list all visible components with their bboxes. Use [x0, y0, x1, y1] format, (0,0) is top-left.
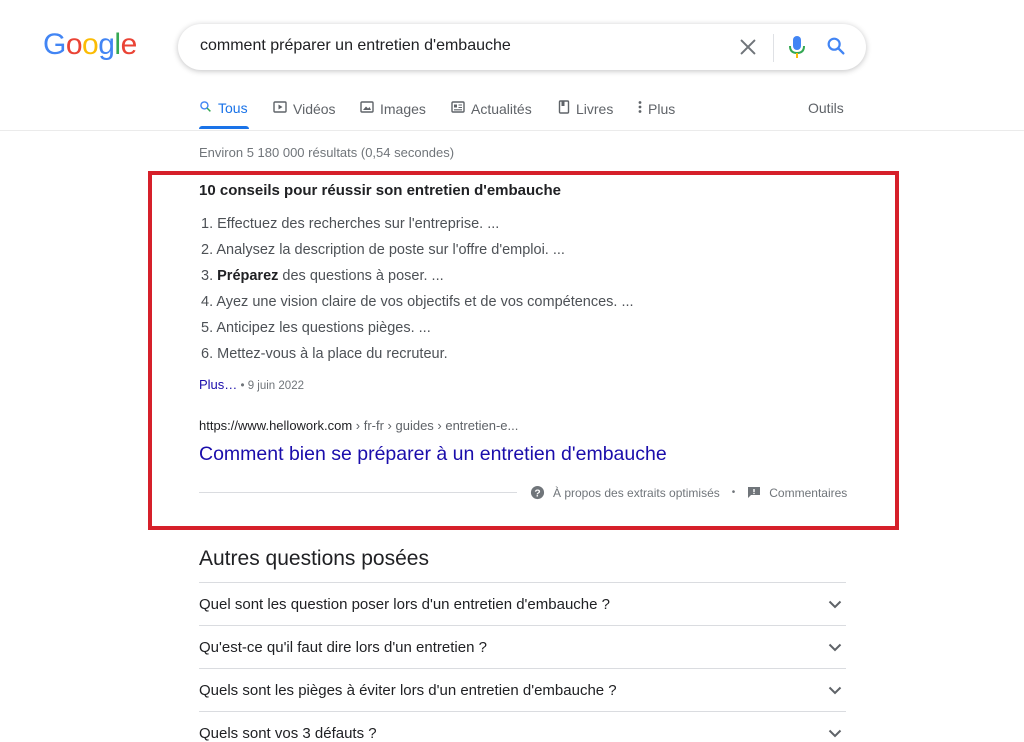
- paa-question-text: Quels sont les pièges à éviter lors d'un entretien d'embauche ?: [199, 681, 617, 699]
- search-input[interactable]: comment préparer un entretien d'embauche: [200, 37, 511, 54]
- search-icon[interactable]: [825, 35, 847, 62]
- result-url[interactable]: [199, 418, 518, 433]
- tab-label: Tous: [218, 100, 248, 116]
- tab-label: Vidéos: [293, 100, 336, 117]
- url-breadcrumb: › fr-fr › guides › entretien-e...: [352, 418, 519, 433]
- logo-letter: l: [114, 28, 121, 61]
- list-text: Analysez la description de poste sur l'offre d'emploi. ...: [216, 242, 565, 258]
- tab-label: Plus: [648, 100, 676, 117]
- header-divider: [0, 130, 1024, 131]
- snippet-divider: [199, 492, 517, 493]
- tab-plus[interactable]: [638, 100, 675, 117]
- tab-tous[interactable]: [199, 100, 248, 116]
- image-icon: [360, 100, 374, 117]
- google-logo[interactable]: [43, 28, 137, 62]
- search-box[interactable]: [178, 24, 866, 70]
- tab-label: Livres: [576, 100, 614, 117]
- help-icon[interactable]: [530, 485, 545, 500]
- list-text: Anticipez les questions pièges. ...: [216, 320, 431, 336]
- feedback-link[interactable]: Commentaires: [769, 485, 848, 500]
- logo-letter: g: [98, 28, 115, 61]
- footer-separator: •: [731, 487, 736, 498]
- snippet-more-row: [199, 377, 304, 392]
- news-icon: [451, 100, 465, 117]
- list-text: Effectuez des recherches sur l'entreprise. ...: [217, 216, 500, 232]
- logo-letter: o: [65, 28, 83, 61]
- paa-question[interactable]: [199, 668, 846, 711]
- list-number: 5.: [201, 320, 214, 336]
- result-stats: Environ 5 180 000 résultats (0,54 secondes): [199, 145, 455, 160]
- list-number: 3.: [201, 268, 214, 284]
- tab-label: Images: [380, 100, 426, 117]
- microphone-icon[interactable]: [787, 34, 807, 65]
- paa-question-text: Quels sont vos 3 défauts ?: [199, 724, 377, 742]
- list-text: des questions à poser. ...: [278, 268, 444, 284]
- logo-letter: e: [120, 28, 137, 61]
- list-number: 4.: [201, 294, 214, 310]
- svg-text:?: ?: [534, 488, 541, 500]
- result-title-link[interactable]: Comment bien se préparer à un entretien d'embauche: [199, 443, 667, 465]
- tools-button[interactable]: Outils: [808, 100, 844, 116]
- tab-videos[interactable]: [273, 100, 336, 117]
- logo-letter: G: [43, 28, 66, 61]
- list-item: [201, 265, 634, 291]
- more-link[interactable]: Plus…: [199, 377, 238, 392]
- more-vert-icon: [638, 100, 642, 117]
- paa-list: [199, 582, 846, 742]
- list-number: 1.: [201, 216, 214, 232]
- tab-label: Actualités: [471, 100, 532, 117]
- about-snippets-link[interactable]: À propos des extraits optimisés: [553, 485, 720, 500]
- chevron-down-icon[interactable]: [828, 639, 842, 656]
- tab-images[interactable]: [360, 100, 426, 117]
- paa-title: Autres questions posées: [199, 547, 429, 570]
- snippet-title: 10 conseils pour réussir son entretien d'embauche: [199, 182, 562, 199]
- list-item: [201, 213, 634, 239]
- paa-question-text: Quel sont les question poser lors d'un entretien d'embauche ?: [199, 595, 610, 613]
- book-icon: [558, 100, 570, 117]
- close-icon[interactable]: [737, 36, 759, 63]
- paa-question[interactable]: [199, 625, 846, 668]
- url-domain: https://www.hellowork.com: [199, 418, 353, 433]
- video-icon: [273, 100, 287, 117]
- list-item: [201, 343, 634, 369]
- paa-question[interactable]: [199, 582, 846, 625]
- snippet-date: • 9 juin 2022: [237, 380, 304, 392]
- logo-letter: o: [82, 28, 99, 61]
- list-item: [201, 291, 634, 317]
- list-number: 6.: [201, 346, 214, 362]
- active-tab-indicator: [199, 126, 249, 129]
- chevron-down-icon[interactable]: [828, 682, 842, 699]
- list-text: Mettez-vous à la place du recruteur.: [217, 346, 448, 362]
- list-text: Ayez une vision claire de vos objectifs et de vos compétences. ...: [216, 294, 634, 310]
- feedback-icon[interactable]: [747, 486, 761, 499]
- paa-question[interactable]: [199, 711, 846, 742]
- snippet-footer: [530, 485, 847, 500]
- list-item: [201, 317, 634, 343]
- paa-question-text: Qu'est-ce qu'il faut dire lors d'un entretien ?: [199, 638, 487, 656]
- tab-livres[interactable]: [558, 100, 613, 117]
- search-icon: [199, 100, 212, 116]
- chevron-down-icon[interactable]: [828, 725, 842, 742]
- list-item: [201, 239, 634, 265]
- search-divider: [773, 34, 774, 62]
- tab-actualites[interactable]: [451, 100, 532, 117]
- list-number: 2.: [201, 242, 214, 258]
- list-bold: Préparez: [217, 268, 279, 284]
- snippet-list: [201, 213, 634, 369]
- chevron-down-icon[interactable]: [828, 596, 842, 613]
